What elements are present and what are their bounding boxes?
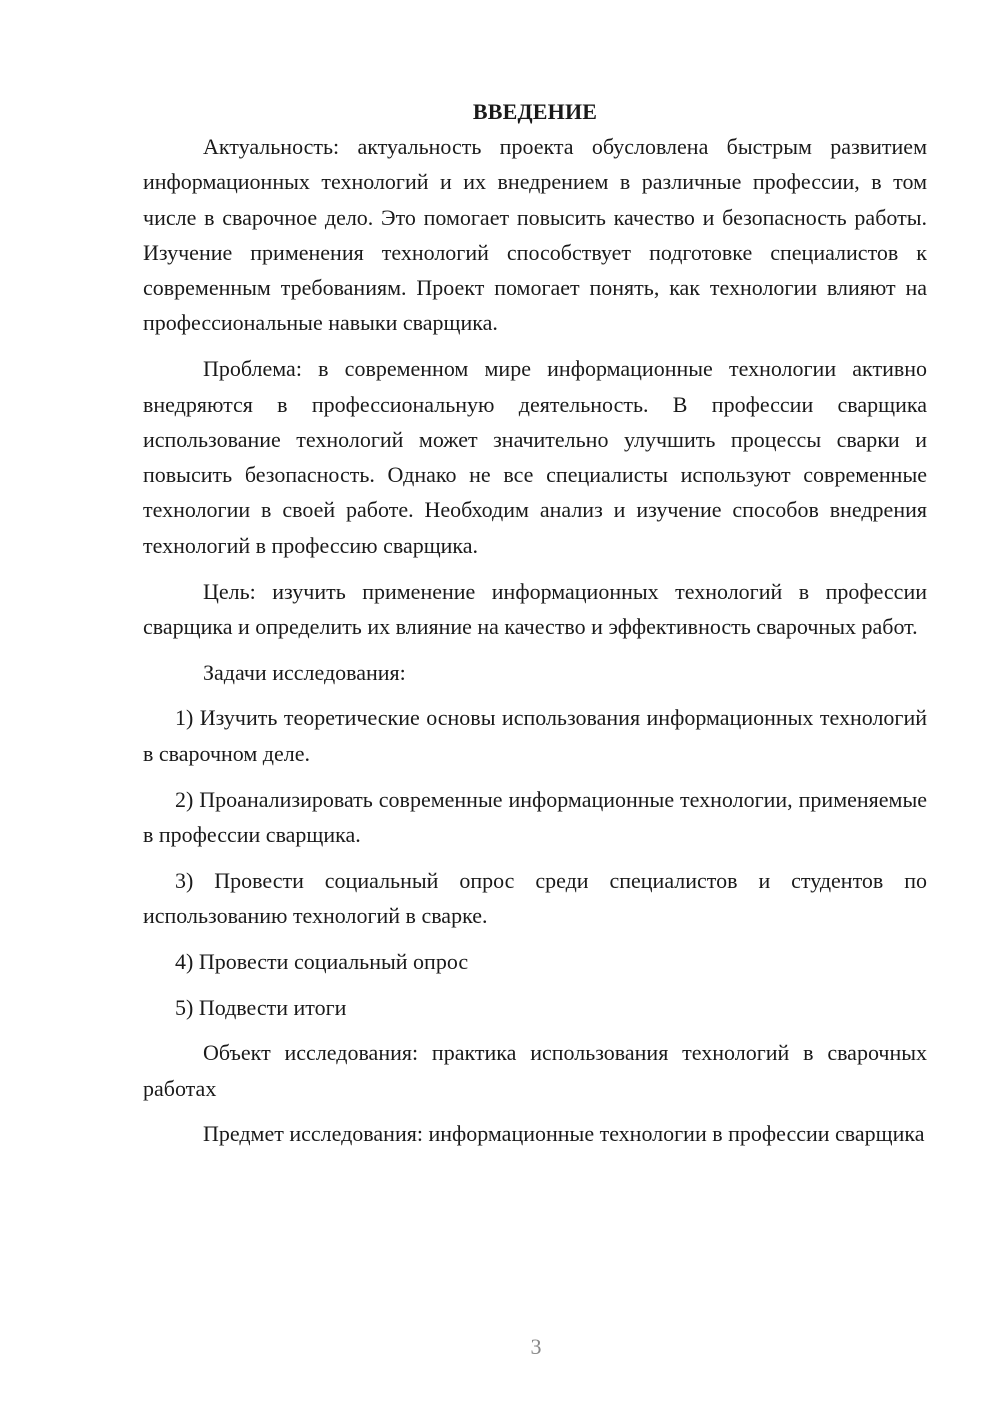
section-heading: ВВЕДЕНИЕ — [472, 99, 598, 124]
page-number: 3 — [530, 1334, 542, 1359]
task-item-2: 2) Проанализировать современные информационные технологии, применяемые в профессии сварщика. — [143, 786, 927, 847]
problem-paragraph: Проблема: в современном мире информационные технологии активно внедряются в профессиональную деятельность. В профессии сварщика использование технологий может значительно улучшить процессы сварки и повысить безопасность. Однако не все специалисты используют современные технологии в своей работе. Необходим анализ и изучение способов внедрения технологий в профессию сварщика. — [143, 356, 927, 558]
document-body — [143, 94, 927, 1162]
object-paragraph: Объект исследования: практика использования технологий в сварочных работах — [143, 1040, 927, 1101]
relevance-paragraph: Актуальность: актуальность проекта обусловлена быстрым развитием информационных технологий и их внедрением в различные профессии, в том числе в сварочное дело. Это помогает повысить качество и безопасность работы. Изучение применения технологий способствует подготовке специалистов к современным требованиям. Проект помогает понять, как технологии влияют на профессиональные навыки сварщика. — [143, 134, 927, 336]
subject-paragraph: Предмет исследования: информационные технологии в профессии сварщика — [203, 1121, 925, 1147]
tasks-title: Задачи исследования: — [203, 659, 406, 685]
goal-paragraph: Цель: изучить применение информационных технологий в профессии сварщика и определить их влияние на качество и эффективность сварочных работ. — [143, 578, 927, 639]
task-item-5: 5) Подвести итоги — [175, 994, 347, 1020]
task-item-3: 3) Провести социальный опрос среди специалистов и студентов по использованию технологий в сварке. — [143, 867, 927, 928]
task-item-4: 4) Провести социальный опрос — [175, 948, 469, 974]
task-item-1: 1) Изучить теоретические основы использования информационных технологий в сварочном деле. — [143, 705, 927, 766]
